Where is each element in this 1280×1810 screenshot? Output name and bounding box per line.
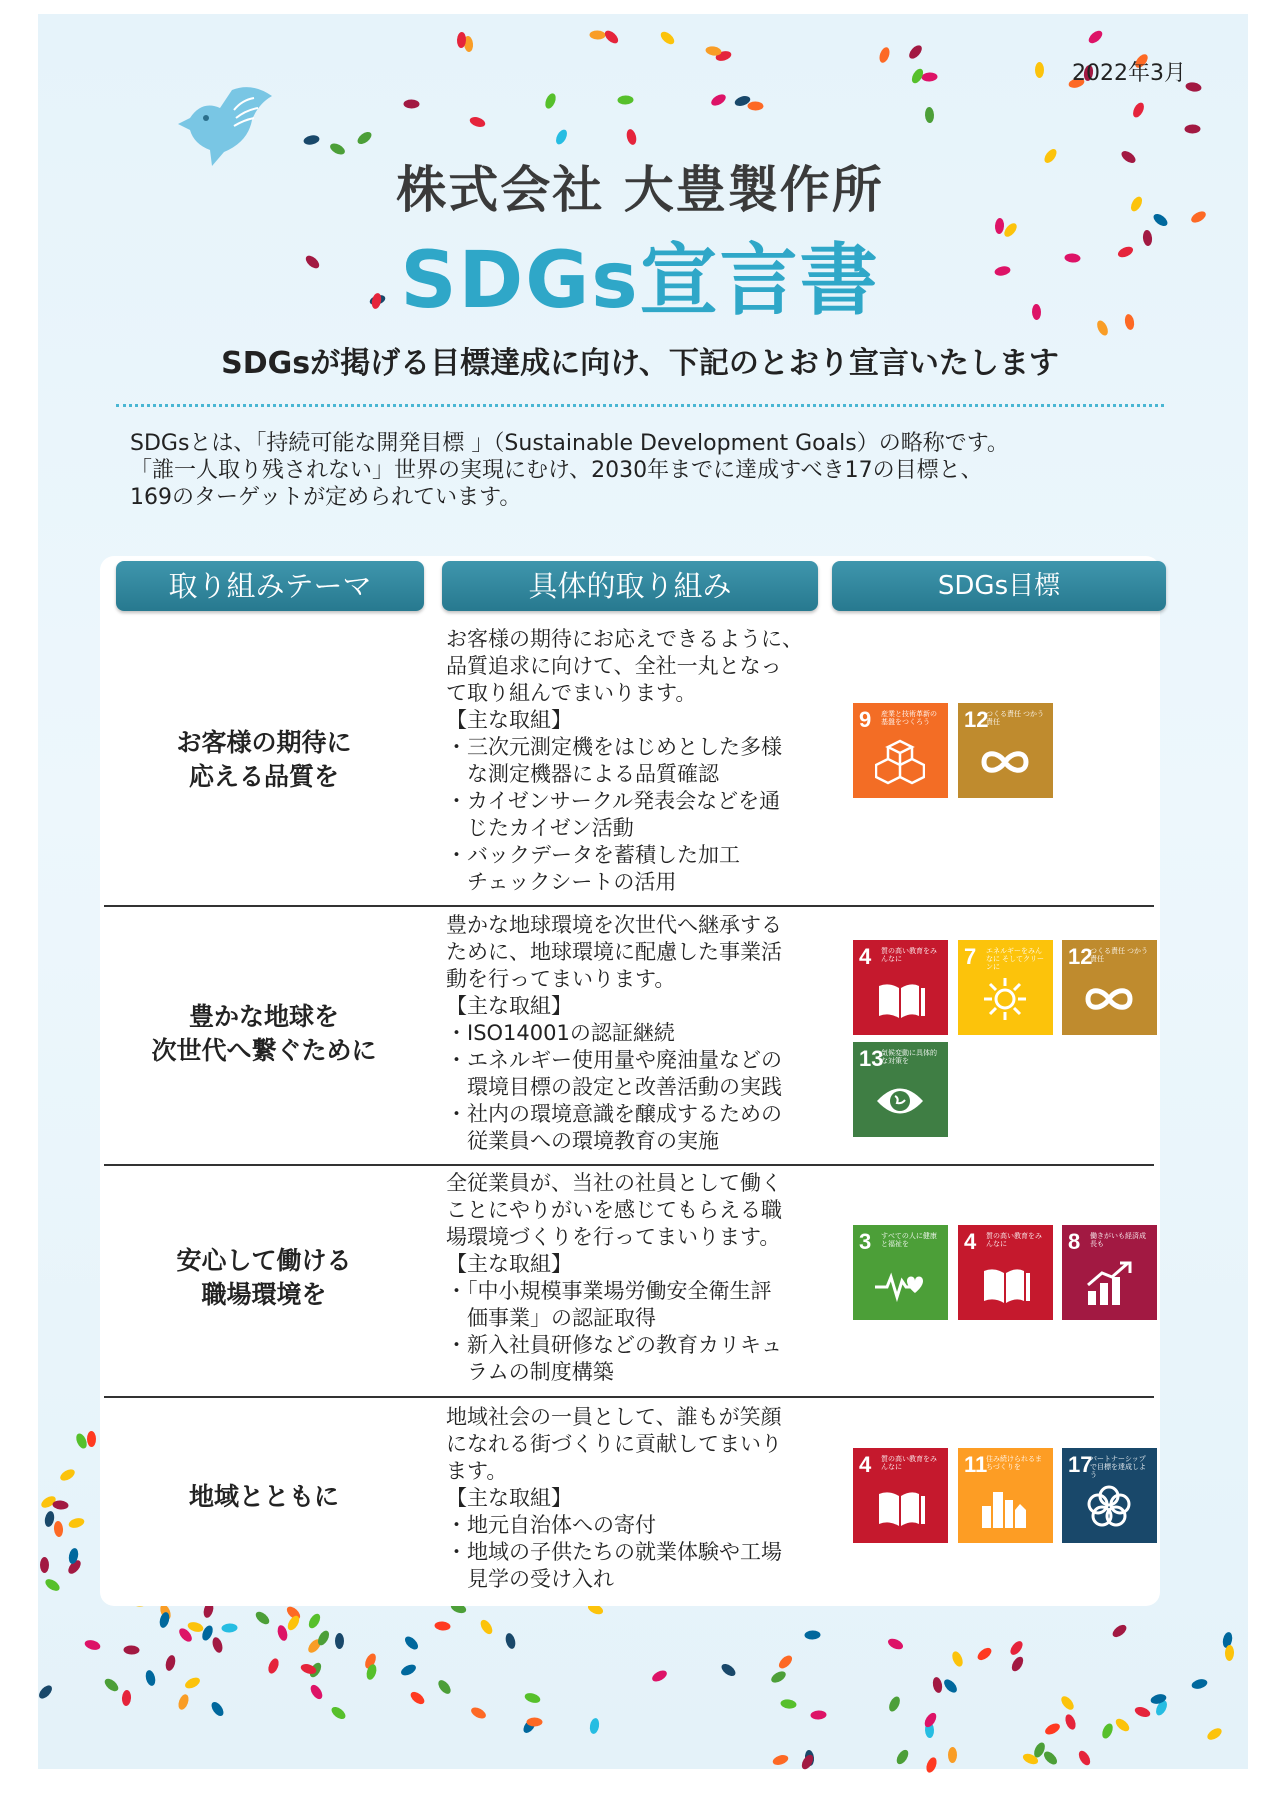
theme-line: 職場環境を	[201, 1280, 327, 1309]
confetti-leaf	[1185, 124, 1201, 133]
desc-line: 動を行ってまいります。	[446, 967, 676, 991]
header-theme: 取り組みテーマ	[116, 561, 424, 611]
desc-line: チェックシートの活用	[446, 870, 677, 894]
heartbeat-icon	[875, 1259, 925, 1309]
sdg-goal-number: 17	[1068, 1452, 1093, 1477]
theme-quality	[114, 726, 414, 794]
desc-line: ・エネルギー使用量や廃油量などの	[446, 1048, 782, 1072]
desc-line: て取り組んでまいります。	[446, 681, 697, 705]
theme-line: 応える品質を	[188, 762, 339, 791]
confetti-leaf	[1035, 62, 1044, 78]
dotted-divider	[116, 404, 1164, 407]
desc-line: ます。	[446, 1459, 508, 1483]
desc-line: ・社内の環境意識を醸成するための	[446, 1102, 782, 1126]
desc-line: 環境目標の設定と改善活動の実践	[446, 1075, 782, 1099]
desc-line: 地域社会の一員として、誰もが笑顔	[446, 1405, 782, 1429]
sdg-goal-icon	[853, 1225, 948, 1320]
theme-line: 豊かな地球を	[188, 1002, 339, 1031]
sdg-goal-number: 13	[859, 1046, 884, 1071]
desc-line: ・カイゼンサークル発表会などを通	[446, 789, 781, 813]
theme-line: 地域とともに	[188, 1482, 339, 1511]
intro-line: SDGsとは、「持続可能な開発目標 」（Sustainable Development Goals）の略称です。	[130, 431, 1009, 456]
sdg-goal-caption: 住み続けられるまちづくりを	[986, 1456, 1042, 1471]
confetti-leaf	[404, 99, 420, 108]
desc-line: 価事業」の認証取得	[446, 1306, 656, 1330]
confetti-leaf	[589, 30, 605, 40]
sdg-goal-number: 4	[964, 1229, 977, 1254]
sdg-goal-icon	[853, 703, 948, 798]
sdg-goal-icon	[853, 940, 948, 1035]
sdg-goal-icon	[853, 1042, 948, 1137]
sdg-goal-icon	[1062, 1225, 1157, 1320]
desc-line: お客様の期待にお応えできるように、	[446, 627, 803, 651]
sdg-goal-caption: エネルギーをみんなに そしてクリーンに	[986, 948, 1044, 971]
eye-globe-icon	[875, 1076, 925, 1126]
desc-line: ・地域の子供たちの就業体験や工場	[446, 1540, 782, 1564]
book-icon	[875, 974, 925, 1024]
sdg-goal-number: 11	[964, 1452, 988, 1477]
desc-line: 【主な取組】	[446, 708, 572, 732]
desc-line: ・三次元測定機をはじめとした多様	[446, 735, 782, 759]
desc-line: な測定機器による品質確認	[446, 762, 719, 786]
sdg-goal-caption: 気候変動に具体的な対策を	[881, 1050, 937, 1065]
city-icon	[980, 1482, 1030, 1532]
desc-line: ・地元自治体への寄付	[446, 1513, 656, 1537]
desc-line: 全従業員が、当社の社員として働く	[446, 1171, 782, 1195]
sdg-goal-number: 7	[964, 944, 977, 969]
desc-line: 【主な取組】	[446, 1486, 572, 1510]
theme-environment	[114, 1000, 414, 1068]
intro-line: 「誰一人取り残されない」世界の実現にむけ、2030年までに達成すべき17の目標と、	[130, 458, 983, 483]
desc-line: ・バックデータを蓄積した加工	[446, 843, 740, 867]
sdg-goal-icon	[958, 1225, 1053, 1320]
book-icon	[875, 1482, 925, 1532]
row-divider	[104, 1396, 1154, 1398]
desc-line: 場環境づくりを行ってまいります。	[446, 1225, 781, 1249]
sdg-goal-icon	[1062, 940, 1157, 1035]
book-icon	[980, 1259, 1030, 1309]
sdg-goal-number: 12	[1068, 944, 1093, 969]
rings-icon	[1084, 1482, 1134, 1532]
infinity-icon	[1084, 974, 1134, 1024]
desc-line: になれる街づくりに貢献してまいり	[446, 1432, 782, 1456]
desc-line: 【主な取組】	[446, 994, 572, 1018]
sdg-goal-caption: つくる責任 つかう責任	[986, 711, 1044, 726]
confetti-leaf	[40, 1557, 49, 1573]
desc-line: ことにやりがいを感じてもらえる職	[446, 1198, 782, 1222]
sdg-goal-caption: パートナーシップで目標を達成しよう	[1090, 1456, 1146, 1479]
confetti-leaf	[804, 1630, 820, 1640]
sdg-goal-caption: 質の高い教育をみんなに	[881, 948, 937, 963]
desc-community	[446, 1404, 826, 1593]
desc-line: 従業員への環境教育の実施	[446, 1129, 719, 1153]
growth-chart-icon	[1084, 1259, 1134, 1309]
desc-quality	[446, 626, 826, 896]
sdg-goal-icon	[958, 703, 1053, 798]
confetti-leaf	[1224, 1645, 1234, 1661]
desc-line: ・「中小規模事業場労働安全衛生評	[446, 1279, 772, 1303]
sdg-goal-number: 12	[964, 707, 989, 732]
confetti-leaf	[924, 107, 934, 123]
desc-line: 豊かな地球環境を次世代へ継承する	[446, 913, 782, 937]
sdg-goal-icon	[958, 940, 1053, 1035]
row-divider	[104, 1164, 1154, 1166]
sdg-goal-icon	[1062, 1448, 1157, 1543]
confetti-leaf	[335, 1633, 344, 1649]
sdg-goal-caption: 質の高い教育をみんなに	[986, 1233, 1042, 1248]
desc-environment	[446, 912, 826, 1155]
header-sdgs-goals: SDGs目標	[832, 561, 1166, 611]
intro-line: 169のターゲットが定められています。	[130, 485, 522, 510]
desc-line: ために、地球環境に配慮した事業活	[446, 940, 782, 964]
theme-line: お客様の期待に	[176, 728, 352, 757]
desc-line: 品質追求に向けて、全社一丸となっ	[446, 654, 782, 678]
sdg-goal-number: 4	[859, 944, 872, 969]
confetti-leaf	[87, 1431, 96, 1447]
page-title: SDGs宣言書	[400, 236, 880, 326]
sdg-goal-number: 8	[1068, 1229, 1081, 1254]
cubes-icon	[875, 737, 925, 787]
sdg-goal-icon	[958, 1448, 1053, 1543]
desc-line: ラムの制度構築	[446, 1360, 614, 1384]
sdg-goal-number: 3	[859, 1229, 872, 1254]
desc-line: ・新入社員研修などの教育カリキュ	[446, 1333, 782, 1357]
issue-date: 2022年3月	[1072, 61, 1186, 86]
theme-line: 次世代へ繋ぐために	[151, 1036, 377, 1065]
sun-icon	[980, 974, 1030, 1024]
sdg-goal-caption: つくる責任 つかう責任	[1090, 948, 1148, 963]
desc-line: ・ISO14001の認証継続	[446, 1021, 675, 1045]
sdg-goal-caption: 産業と技術革新の基盤をつくろう	[881, 711, 937, 726]
desc-line: じたカイゼン活動	[446, 816, 634, 840]
sdg-goal-caption: 質の高い教育をみんなに	[881, 1456, 937, 1471]
confetti-leaf	[747, 101, 763, 110]
desc-workplace	[446, 1170, 826, 1386]
row-divider	[104, 905, 1154, 907]
sdg-goal-icon	[853, 1448, 948, 1543]
theme-line: 安心して働ける	[176, 1246, 352, 1275]
intro-text	[130, 430, 1150, 511]
sdg-goal-caption: 働きがいも経済成長も	[1090, 1233, 1146, 1248]
header-initiatives: 具体的取り組み	[442, 561, 818, 611]
infinity-icon	[980, 737, 1030, 787]
sdg-goal-caption: すべての人に健康と福祉を	[881, 1233, 937, 1248]
confetti-leaf	[948, 1747, 957, 1763]
sdg-goal-number: 4	[859, 1452, 872, 1477]
theme-community	[114, 1480, 414, 1514]
declaration-subtitle: SDGsが掲げる目標達成に向け、下記のとおり宣言いたします	[221, 346, 1059, 381]
company-name: 株式会社 大豊製作所	[396, 161, 884, 219]
desc-line: 【主な取組】	[446, 1252, 572, 1276]
desc-line: 見学の受け入れ	[446, 1567, 614, 1591]
sdg-goal-number: 9	[859, 707, 872, 732]
theme-workplace	[114, 1244, 414, 1312]
